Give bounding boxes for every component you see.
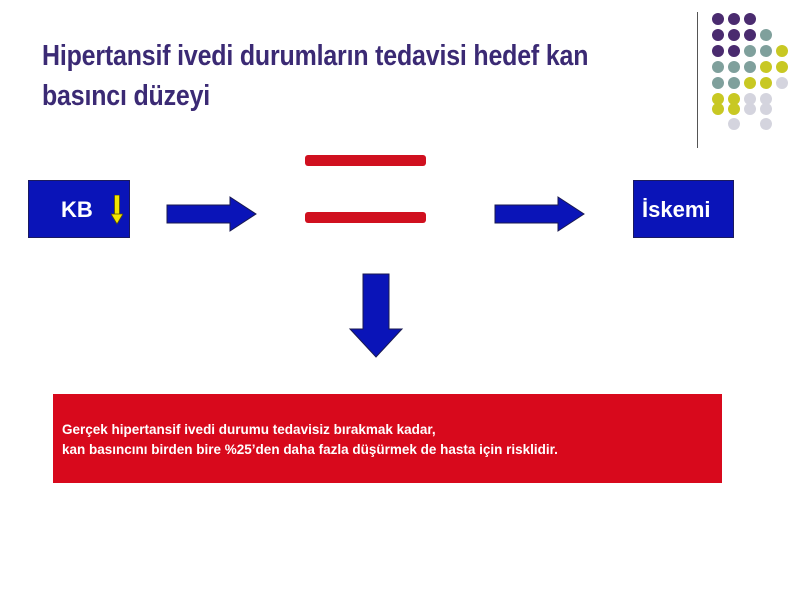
decor-dot: [728, 45, 740, 57]
warning-note-box: [53, 394, 722, 483]
decor-dot: [744, 61, 756, 73]
decor-dot: [712, 61, 724, 73]
note-line-2: kan basıncını birden bire %25’den daha fazla düşürmek de hasta için risklidir.: [62, 442, 558, 457]
decor-dot: [728, 118, 740, 130]
decor-dot: [760, 45, 772, 57]
decor-dot: [712, 77, 724, 89]
decor-dot: [744, 45, 756, 57]
kb-label: KB: [61, 197, 93, 222]
right-arrow-icon: [166, 196, 258, 232]
decor-dot: [760, 118, 772, 130]
equals-bar-bottom: [305, 212, 426, 223]
decor-dot: [728, 13, 740, 25]
decor-dot: [744, 29, 756, 41]
decor-dot: [728, 103, 740, 115]
divider-line: [697, 12, 698, 148]
decor-dot: [712, 103, 724, 115]
down-arrow-icon: [348, 273, 404, 359]
decor-dot: [776, 45, 788, 57]
decor-dot: [760, 29, 772, 41]
decor-dot: [728, 29, 740, 41]
iskemi-box: [633, 180, 734, 238]
decor-dot: [712, 13, 724, 25]
decor-dot: [760, 77, 772, 89]
decor-dot: [744, 103, 756, 115]
iskemi-label: İskemi: [642, 197, 711, 222]
decor-dot: [728, 77, 740, 89]
decor-dot: [744, 13, 756, 25]
decor-dot: [760, 61, 772, 73]
kb-box: [28, 180, 130, 238]
decor-dot: [760, 103, 772, 115]
right-arrow-icon: [494, 196, 586, 232]
decor-dot: [712, 29, 724, 41]
down-arrow-icon: [111, 195, 123, 231]
equals-bar-top: [305, 155, 426, 166]
slide-title: Hipertansif ivedi durumların tedavisi hedef kan basıncı düzeyi: [42, 40, 589, 112]
decor-dot: [776, 77, 788, 89]
decor-dot: [728, 61, 740, 73]
note-line-1: Gerçek hipertansif ivedi durumu tedavisiz bırakmak kadar,: [62, 422, 436, 437]
decor-dot: [712, 45, 724, 57]
decor-dot: [744, 77, 756, 89]
decor-dot: [776, 61, 788, 73]
